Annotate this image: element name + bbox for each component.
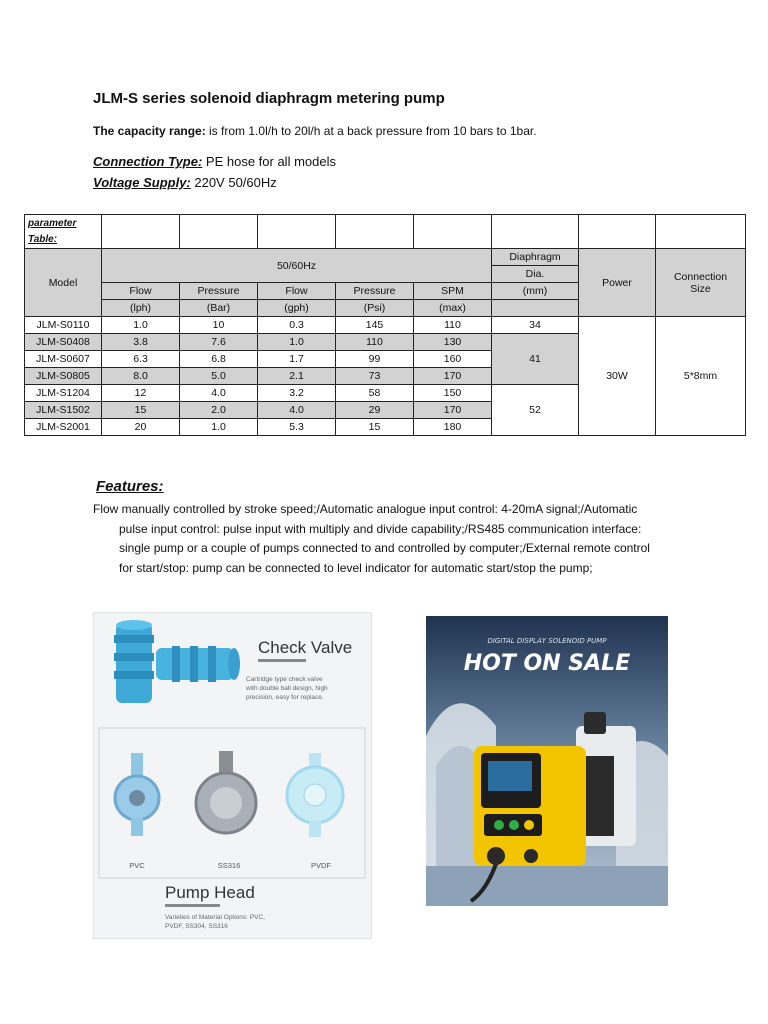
connection-size-value: 5*8mm (656, 317, 746, 436)
header-unit: (Psi) (336, 300, 414, 317)
table-row: JLM-S0408 3.8 7.6 1.0 110 130 41 (25, 334, 746, 351)
svg-text:SS316: SS316 (217, 861, 241, 870)
header-unit: (Bar) (180, 300, 258, 317)
connection-text: PE hose for all models (202, 154, 336, 169)
svg-text:with double ball design, high: with double ball design, high (246, 685, 328, 692)
svg-text:PVDF, SS304, SS316: PVDF, SS304, SS316 (165, 923, 228, 930)
parameter-table-label: parameter Table: (25, 215, 102, 249)
voltage-supply (93, 175, 277, 190)
header-frequency: 50/60Hz (102, 249, 492, 283)
table-row: JLM-S1502 15 2.0 4.0 29 170 (25, 402, 746, 419)
header-col: Flow (102, 283, 180, 300)
capacity-range (93, 124, 537, 138)
header-diaphragm: Diaphragm (492, 249, 579, 266)
voltage-text: 220V 50/60Hz (190, 175, 277, 190)
table-row: JLM-S0607 6.3 6.8 1.7 99 160 (25, 351, 746, 368)
connection-type (93, 154, 336, 169)
hot-on-sale-headline: HOT ON SALE (463, 651, 631, 676)
svg-text:precision, easy for replace.: precision, easy for replace. (246, 694, 324, 701)
header-unit: (max) (414, 300, 492, 317)
voltage-label: Voltage Supply: (93, 175, 191, 190)
svg-text:PVDF: PVDF (310, 861, 332, 870)
table-row: JLM-S2001 20 1.0 5.3 15 180 (25, 419, 746, 436)
header-power: Power (579, 249, 656, 317)
hot-on-sale-pump-image (426, 616, 668, 906)
check-valve-pump-head-image (93, 612, 372, 939)
header-connection-size: Connection Size (656, 249, 746, 317)
pump-head-title: Pump Head (165, 883, 255, 902)
table-row: JLM-S0805 8.0 5.0 2.1 73 170 (25, 368, 746, 385)
dia-value: 34 (492, 317, 579, 334)
dia-value: 41 (492, 334, 579, 385)
header-col: Pressure (180, 283, 258, 300)
svg-text:Varieties of Material Options:: Varieties of Material Options: PVC, (165, 914, 265, 921)
dia-value: 52 (492, 385, 579, 436)
table-row: JLM-S0110 1.0 10 0.3 145 110 34 30W 5*8mm (25, 317, 746, 334)
header-model: Model (25, 249, 102, 317)
parameter-table (24, 214, 746, 436)
header-unit: (gph) (258, 300, 336, 317)
header-col: Pressure (336, 283, 414, 300)
pump-image-subtitle: DIGITAL DISPLAY SOLENOID PUMP (487, 637, 607, 645)
capacity-text: is from 1.0l/h to 20l/h at a back pressure from 10 bars to 1bar. (205, 124, 537, 138)
header-dia: Dia. (492, 266, 579, 283)
check-valve-title: Check Valve (258, 638, 353, 657)
page-title: JLM-S series solenoid diaphragm metering pump (93, 90, 445, 107)
connection-label: Connection Type: (93, 154, 203, 169)
header-dia-unit: (mm) (492, 283, 579, 300)
table-row: JLM-S1204 12 4.0 3.2 58 150 52 (25, 385, 746, 402)
features-text: Flow manually controlled by stroke speed;/Automatic analogue input control: 4-20mA signal;/Automatic pulse input control: pulse input with multiply and divide capability;/RS485 communication interface: single pump or a couple of pumps connected to and controlled by computer;/External remote control for start/stop: pump can be connected to level indicator for automatic start/stop the pump; (93, 502, 650, 575)
capacity-label: The capacity range: (93, 124, 206, 138)
header-col: Flow (258, 283, 336, 300)
header-unit: (lph) (102, 300, 180, 317)
features-heading: Features: (96, 478, 164, 495)
svg-text:PVC: PVC (129, 861, 145, 870)
power-value: 30W (579, 317, 656, 436)
svg-text:Cartridge type check valve: Cartridge type check valve (246, 676, 323, 683)
header-col: SPM (414, 283, 492, 300)
